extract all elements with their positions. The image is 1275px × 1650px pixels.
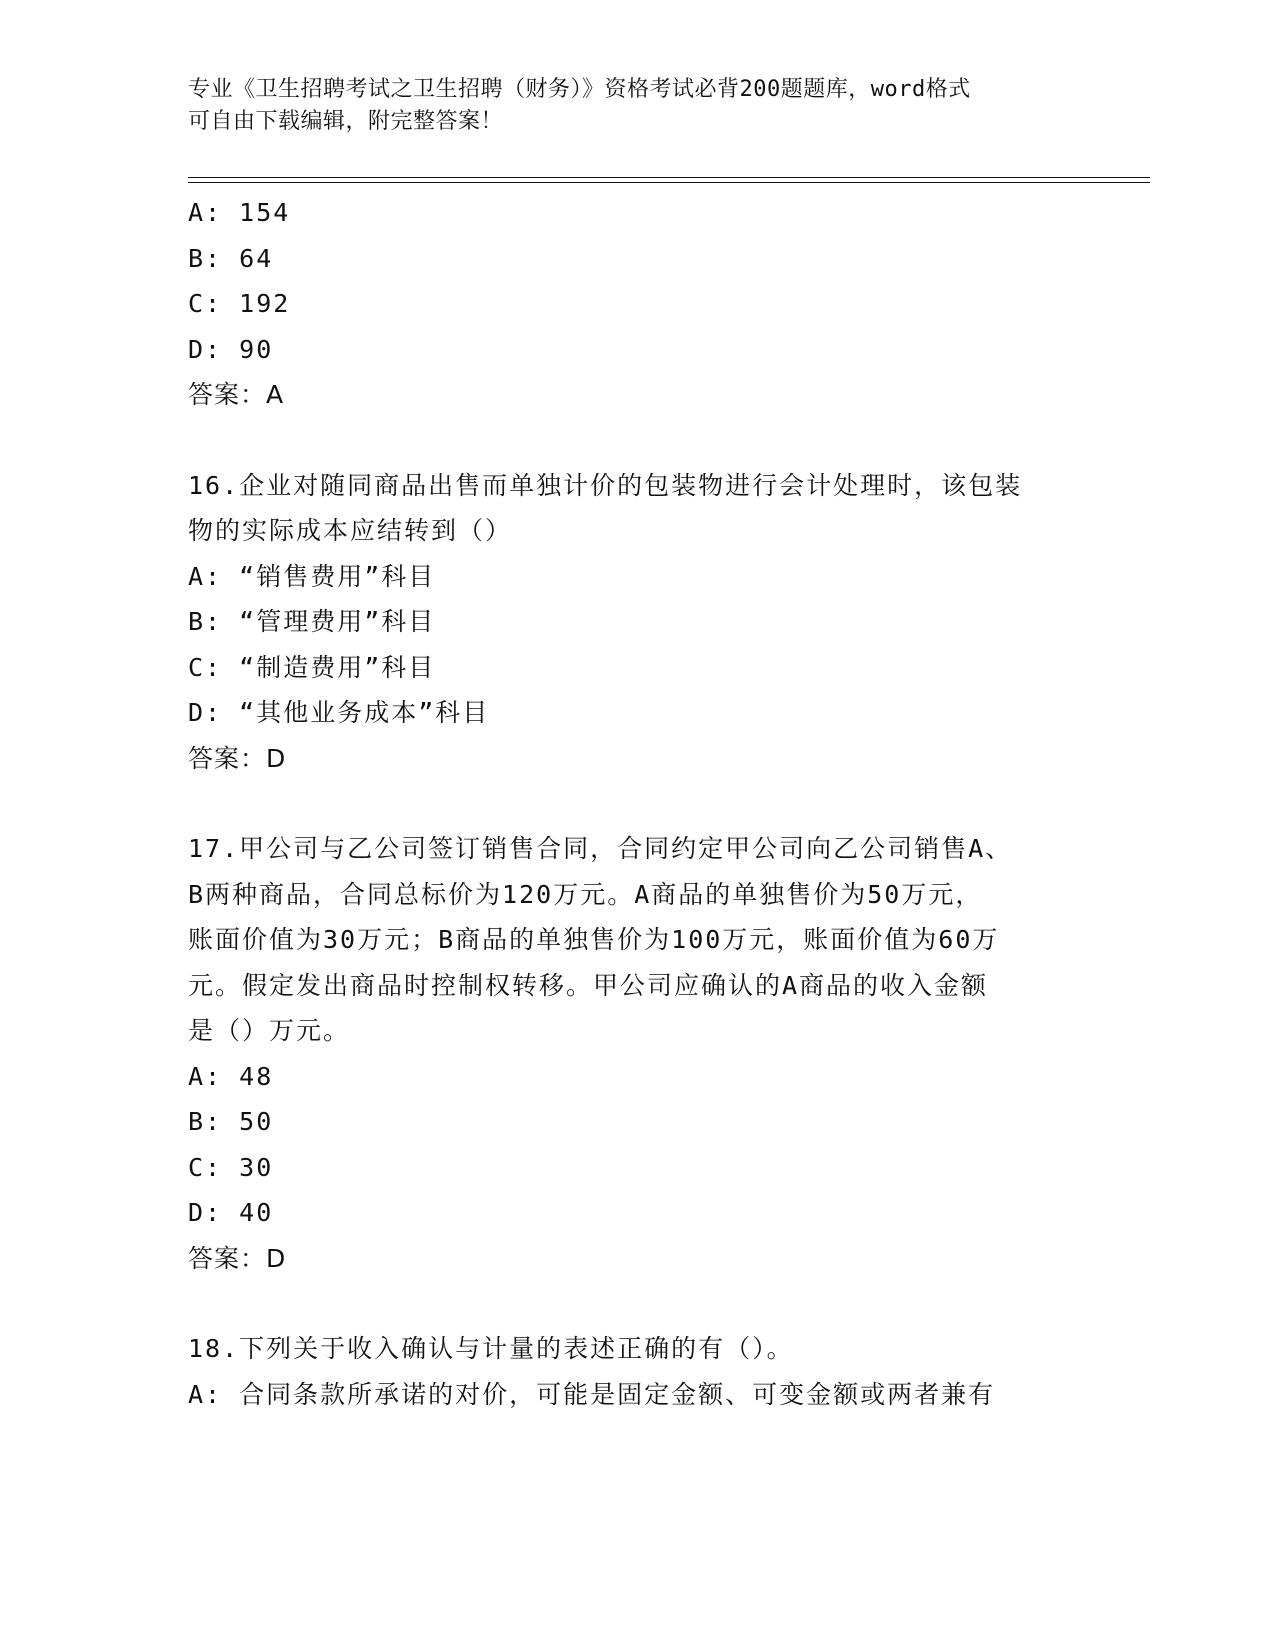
- option-a: A: “销售费用”科目: [188, 561, 436, 591]
- question-stem-line: 物的实际成本应结转到（）: [188, 516, 513, 545]
- question-stem-line: 16.企业对随同商品出售而单独计价的包装物进行会计处理时，该包装: [188, 470, 1023, 500]
- option-d: D: 40: [188, 1198, 274, 1227]
- document-header: [188, 74, 1068, 138]
- question-16: [188, 463, 1088, 782]
- option-c: C: 192: [188, 289, 291, 318]
- answer: 答案：D: [188, 743, 287, 773]
- option-d: D: 90: [188, 334, 274, 364]
- question-stem-line: 账面价值为30万元；B商品的单独售价为100万元，账面价值为60万: [188, 925, 1000, 954]
- option-c: C: “制造费用”科目: [188, 652, 436, 682]
- option-a: A: 154: [188, 198, 291, 227]
- option-a: A: 48: [188, 1061, 274, 1091]
- answer: 答案：A: [188, 380, 285, 409]
- answer: 答案：D: [188, 1243, 287, 1273]
- option-a: A: 合同条款所承诺的对价，可能是固定金额、可变金额或两者兼有: [188, 1379, 996, 1409]
- question-18: [188, 1326, 1088, 1417]
- question-17: [188, 826, 1088, 1281]
- question-content: [188, 190, 1088, 1417]
- question-stem-line: 元。假定发出商品时控制权转移。甲公司应确认的A商品的收入金额: [188, 970, 989, 1000]
- option-c: C: 30: [188, 1152, 274, 1182]
- question-stem-line: 18.下列关于收入确认与计量的表述正确的有（）。: [188, 1334, 794, 1363]
- question-stem-line: 17.甲公司与乙公司签订销售合同，合同约定甲公司向乙公司销售A、: [188, 834, 1013, 863]
- header-divider-bottom: [188, 182, 1150, 183]
- header-divider-top: [188, 177, 1150, 178]
- header-line-1: 专业《卫生招聘考试之卫生招聘（财务）》资格考试必背200题题库，word格式: [188, 77, 971, 102]
- header-line-2: 可自由下载编辑，附完整答案！: [188, 109, 504, 134]
- question-stem-line: B两种商品，合同总标价为120万元。A商品的单独售价为50万元，: [188, 879, 983, 909]
- option-b: B: 64: [188, 243, 274, 273]
- question-15-tail: [188, 190, 1088, 418]
- question-stem-line: 是（）万元。: [188, 1016, 351, 1045]
- option-b: B: “管理费用”科目: [188, 607, 436, 636]
- option-d: D: “其他业务成本”科目: [188, 698, 490, 727]
- option-b: B: 50: [188, 1107, 274, 1136]
